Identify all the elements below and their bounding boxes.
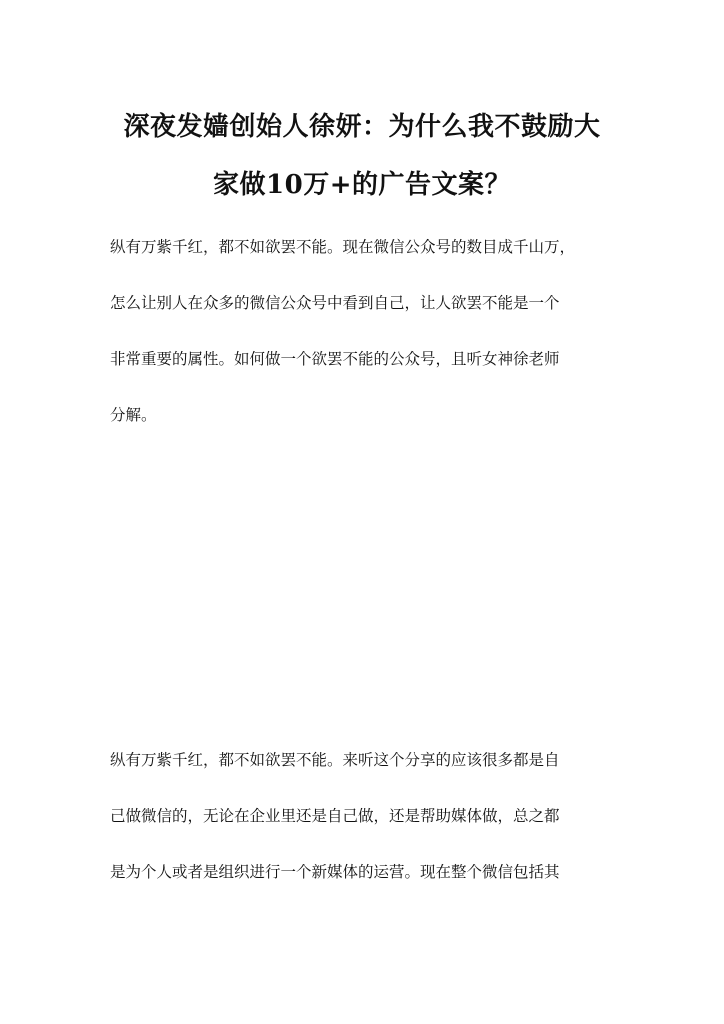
paragraph-intro	[110, 235, 630, 459]
paragraph-line: 分解。	[110, 406, 157, 424]
paragraph-line: 怎么让别人在众多的微信公众号中看到自己，让人欲罢不能是一个	[110, 294, 560, 312]
paragraph-body	[110, 748, 630, 916]
paragraph-line: 非常重要的属性。如何做一个欲罢不能的公众号，且听女神徐老师	[110, 350, 560, 368]
paragraph-line: 纵有万紫千红，都不如欲罢不能。来听这个分享的应该很多都是自	[110, 751, 560, 769]
paragraph-line: 纵有万紫千红，都不如欲罢不能。现在微信公众号的数目成千山万，	[110, 238, 576, 256]
title-line-1: 深夜发嫱创始人徐妍：为什么我不鼓励大	[123, 112, 601, 142]
paragraph-line: 是为个人或者是组织进行一个新媒体的运营。现在整个微信包括其	[110, 863, 560, 881]
paragraph-line: 己做微信的，无论在企业里还是自己做，还是帮助媒体做，总之都	[110, 807, 560, 825]
document-title	[0, 98, 724, 214]
title-line-2: 家做10万+的广告文案？	[213, 170, 511, 200]
